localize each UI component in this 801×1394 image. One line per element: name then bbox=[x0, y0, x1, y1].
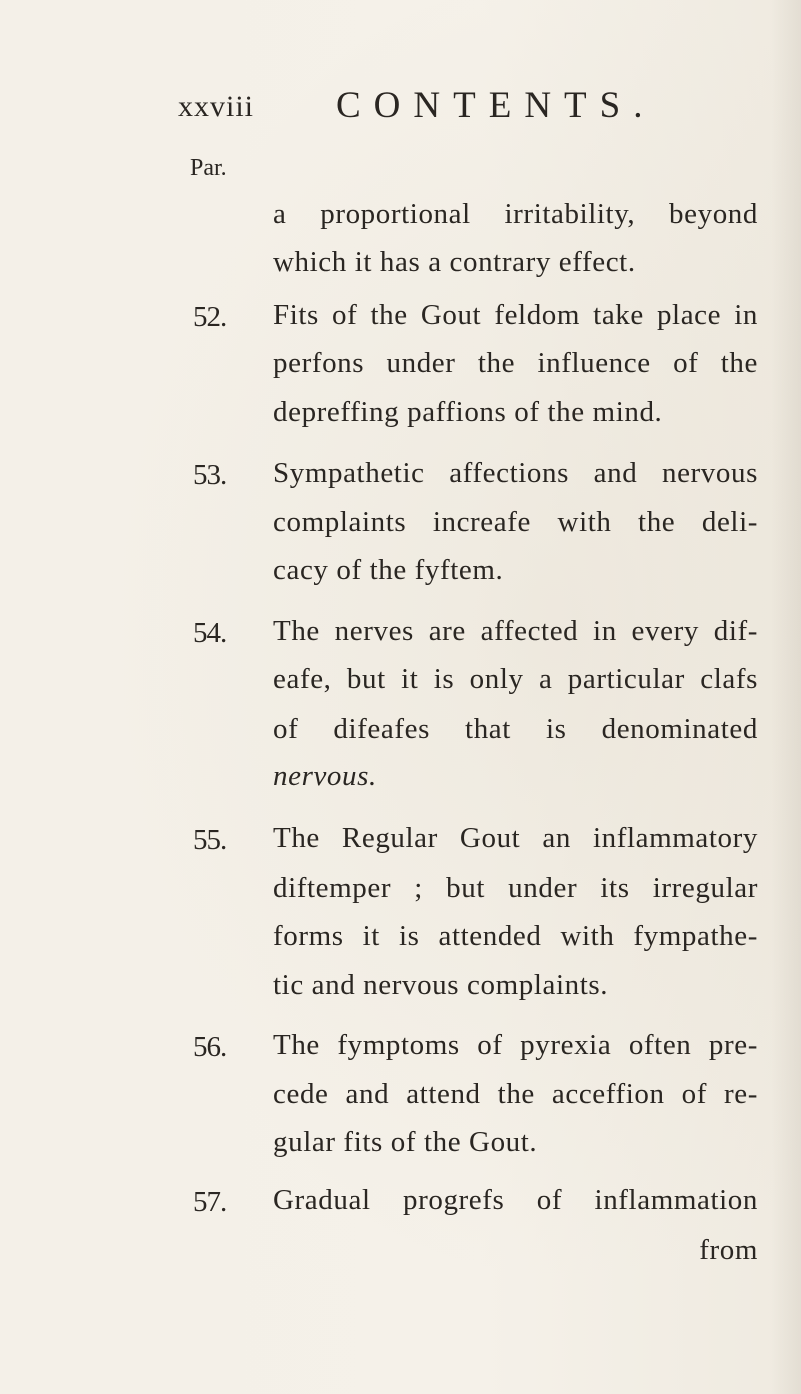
paragraph-column-label: Par. bbox=[190, 155, 227, 181]
page-header bbox=[0, 82, 801, 132]
entry-line: perfons under the influence of the bbox=[273, 347, 758, 379]
entry-line: Sympathetic affections and nervous bbox=[273, 457, 758, 489]
page-edge-shadow bbox=[771, 0, 801, 1394]
entry-number: 57. bbox=[193, 1186, 227, 1218]
entry-number: 56. bbox=[193, 1031, 227, 1063]
entry-line: of difeafes that is denominated bbox=[273, 713, 758, 745]
entry-line-italic: nervous. bbox=[273, 760, 377, 792]
entry-line: gular fits of the Gout. bbox=[273, 1126, 538, 1158]
entry-line: diftemper ; but under its irregular bbox=[273, 872, 758, 904]
entry-line: cede and attend the acceffion of re- bbox=[273, 1078, 758, 1110]
entry-number: 55. bbox=[193, 824, 227, 856]
entry-line: depreffing paffions of the mind. bbox=[273, 396, 663, 428]
entry-line: complaints increafe with the deli- bbox=[273, 506, 758, 538]
entry-line: Fits of the Gout feldom take place in bbox=[273, 299, 758, 331]
entry-line: tic and nervous complaints. bbox=[273, 969, 609, 1001]
entry-line: Gradual progrefs of inflammation bbox=[273, 1184, 758, 1216]
entry-line: eafe, but it is only a particular clafs bbox=[273, 663, 758, 695]
entry-line: The fymptoms of pyrexia often pre- bbox=[273, 1029, 758, 1061]
entry-line: forms it is attended with fympathe- bbox=[273, 920, 758, 952]
entry-number: 52. bbox=[193, 301, 227, 333]
entry-number: 53. bbox=[193, 459, 227, 491]
catchword: from bbox=[699, 1234, 758, 1266]
entry-line: The Regular Gout an inflammatory bbox=[273, 822, 758, 854]
running-title: CONTENTS. bbox=[336, 85, 656, 126]
entry-line: a proportional irritability, beyond bbox=[273, 198, 758, 230]
entry-line: cacy of the fyftem. bbox=[273, 554, 504, 586]
entry-line: which it has a contrary effect. bbox=[273, 246, 636, 278]
entry-number: 54. bbox=[193, 617, 227, 649]
page-number: xxviii bbox=[178, 90, 255, 123]
entry-line: The nerves are affected in every dif- bbox=[273, 615, 758, 647]
